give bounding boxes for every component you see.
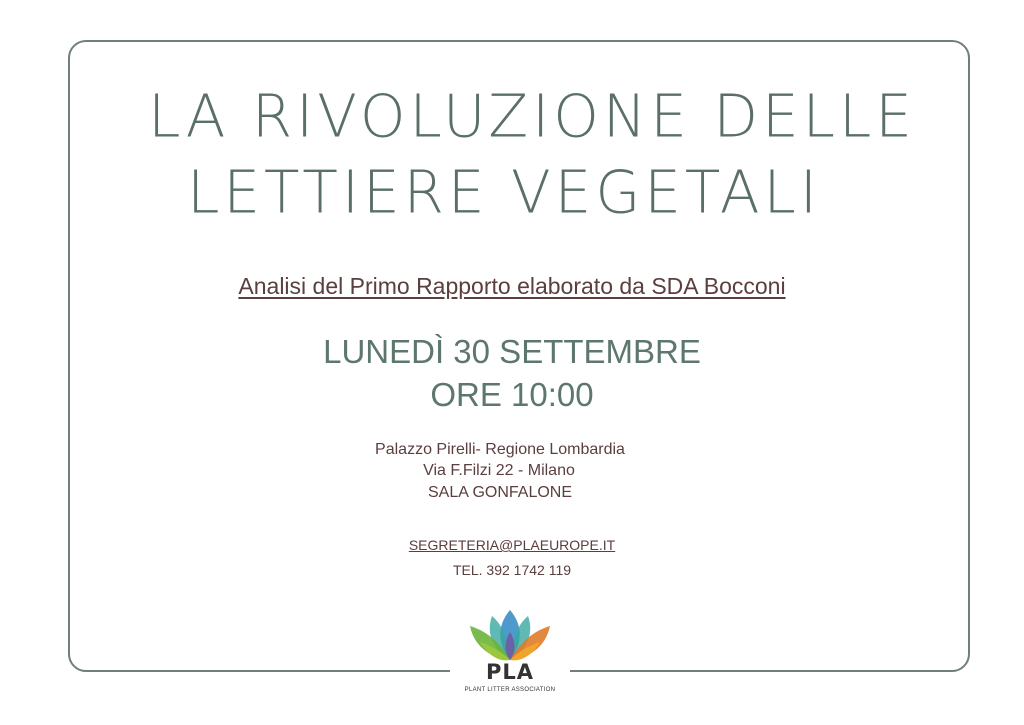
pla-logo bbox=[450, 602, 570, 698]
event-time: ORE 10:00 bbox=[430, 376, 594, 413]
email-link[interactable]: SEGRETERIA@PLAEUROPE.IT bbox=[408, 537, 616, 553]
venue-building: Palazzo Pirelli- Regione Lombardia bbox=[375, 441, 625, 458]
title-line-1: LA RIVOLUZIONE DELLE bbox=[148, 81, 916, 151]
venue-address: Via F.Filzi 22 - Milano bbox=[423, 462, 575, 479]
logo-acronym: PLA bbox=[485, 660, 535, 684]
logo-full-name: PLANT LITTER ASSOCIATION bbox=[464, 687, 556, 693]
event-date: LUNEDÌ 30 SETTEMBRE bbox=[323, 333, 701, 370]
venue-room: SALA GONFALONE bbox=[427, 484, 573, 501]
phone-number: TEL. 392 1742 119 bbox=[452, 562, 572, 578]
lotus-icon bbox=[450, 602, 570, 664]
title-line-2: LETTIERE VEGETALI bbox=[187, 157, 821, 227]
subtitle: Analisi del Primo Rapporto elaborato da SDA Bocconi bbox=[238, 273, 786, 299]
